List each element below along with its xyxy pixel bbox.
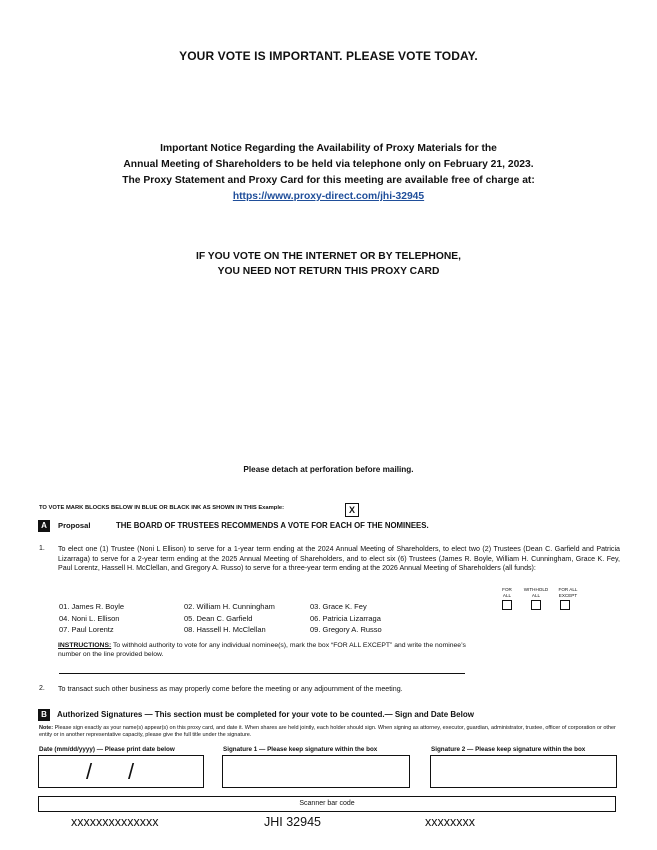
- nominee-column-2: [184, 601, 275, 636]
- proposal-label: Proposal: [58, 521, 91, 530]
- footer-code-left: xxxxxxxxxxxxxx: [71, 815, 159, 829]
- signature-2-box[interactable]: [430, 755, 617, 788]
- withhold-all-header: WITHHOLD ALL: [523, 587, 549, 598]
- section-a-badge: A: [38, 520, 50, 532]
- proposal-2-text: To transact such other business as may properly come before the meeting or any adjournment of the meeting.: [58, 685, 403, 693]
- availability-notice: [0, 141, 657, 205]
- for-all-checkbox[interactable]: [502, 600, 512, 610]
- signature-1-box[interactable]: [222, 755, 410, 788]
- notice-line-2: Annual Meeting of Shareholders to be held via telephone only on February 21, 2023.: [123, 159, 534, 170]
- mark-instruction: TO VOTE MARK BLOCKS BELOW IN BLUE OR BLACK INK AS SHOWN IN THIS Example:: [39, 505, 285, 511]
- authorized-signatures-heading: Authorized Signatures — This section must be completed for your vote to be counted.— Sign and Date Below: [57, 710, 474, 719]
- proposal-1-number: 1.: [39, 545, 45, 552]
- footer-control-number: JHI 32945: [264, 815, 321, 829]
- signature-2-label: Signature 2 — Please keep signature within the box: [431, 746, 586, 753]
- note-label: Note:: [39, 725, 54, 731]
- scanner-bar-code: Scanner bar code: [38, 796, 616, 812]
- nominee: 06. Patricia Lizarraga: [310, 613, 381, 623]
- note-text: Please sign exactly as your name(s) appear(s) on this proxy card, and date it. When shares are held jointly, each holder should sign. When signing as attorney, executor, guardian, administrator, trustee, officer of corporation or other entity or in another representative capacity, please give the full title under the signature.: [39, 725, 616, 738]
- for-all-except-header: FOR ALL EXCEPT: [558, 587, 578, 598]
- date-separator: /: [128, 759, 135, 784]
- nominee: 09. Gregory A. Russo: [310, 625, 382, 634]
- internet-vote-notice: [0, 249, 657, 279]
- notice-line-3: The Proxy Statement and Proxy Card for this meeting are available free of charge at:: [122, 175, 535, 186]
- proposal-1-text: To elect one (1) Trustee (Noni L Ellison) to serve for a 1-year term ending at the 2024 Annual Meeting of Shareholders, to elect two (2) Trustees (Dean C. Garfield and Patricia Lizarraga) to serve for a 2-year term ending at the 2025 Annual Meeting of Shareholders, and to elect six (6) Trustees (James R. Boyle, William H. Cunningham, Grace K. Fey, Paul Lorentz, Hassell H. McClellan, and Gregory A. Russo) to serve for a three-year term ending at the 2026 Annual Meeting of Shareholders (all funds):: [58, 545, 620, 572]
- nominee: 01. James R. Boyle: [59, 602, 125, 611]
- nominee: 04. Noni L. Ellison: [59, 613, 120, 623]
- signature-1-label: Signature 1 — Please keep signature within the box: [223, 746, 378, 753]
- date-field-label: Date (mm/dd/yyyy) — Please print date below: [39, 746, 175, 753]
- instructions-text: To withhold authority to vote for any individual nominee(s), mark the box “FOR ALL EXCEPT” and write the nominee’s number on the line provided below.: [58, 642, 466, 658]
- section-b-badge: B: [38, 709, 50, 721]
- withhold-instructions: [58, 641, 468, 659]
- nominee: 03. Grace K. Fey: [310, 602, 367, 611]
- notice-line-1: Important Notice Regarding the Availability of Proxy Materials for the: [160, 143, 497, 154]
- nominee-column-3: [310, 601, 382, 636]
- nominee-column-1: [59, 601, 124, 636]
- proxy-materials-link[interactable]: https://www.proxy-direct.com/jhi-32945: [232, 191, 425, 202]
- nominee: 02. William H. Cunningham: [184, 602, 275, 611]
- date-separator: /: [86, 759, 93, 784]
- for-all-header: FOR ALL: [502, 587, 512, 598]
- except-nominee-write-line[interactable]: [59, 673, 465, 674]
- signature-note: [39, 725, 619, 739]
- nominee: 07. Paul Lorentz: [59, 625, 114, 634]
- for-all-except-checkbox[interactable]: [560, 600, 570, 610]
- page-title: YOUR VOTE IS IMPORTANT. PLEASE VOTE TODAY.: [179, 49, 478, 63]
- nominee: 05. Dean C. Garfield: [184, 613, 253, 623]
- internet-notice-line-2: YOU NEED NOT RETURN THIS PROXY CARD: [217, 266, 440, 277]
- instructions-label: INSTRUCTIONS:: [58, 642, 112, 649]
- internet-notice-line-1: IF YOU VOTE ON THE INTERNET OR BY TELEPHONE,: [195, 251, 462, 262]
- detach-instruction: Please detach at perforation before mailing.: [243, 465, 414, 474]
- nominee: 08. Hassell H. McClellan: [184, 625, 266, 634]
- example-mark-box: X: [345, 503, 359, 517]
- board-recommendation: THE BOARD OF TRUSTEES RECOMMENDS A VOTE FOR EACH OF THE NOMINEES.: [116, 521, 429, 530]
- date-input-box[interactable]: [38, 755, 204, 788]
- proposal-2-number: 2.: [39, 685, 45, 692]
- withhold-all-checkbox[interactable]: [531, 600, 541, 610]
- footer-code-right: xxxxxxxx: [425, 815, 475, 829]
